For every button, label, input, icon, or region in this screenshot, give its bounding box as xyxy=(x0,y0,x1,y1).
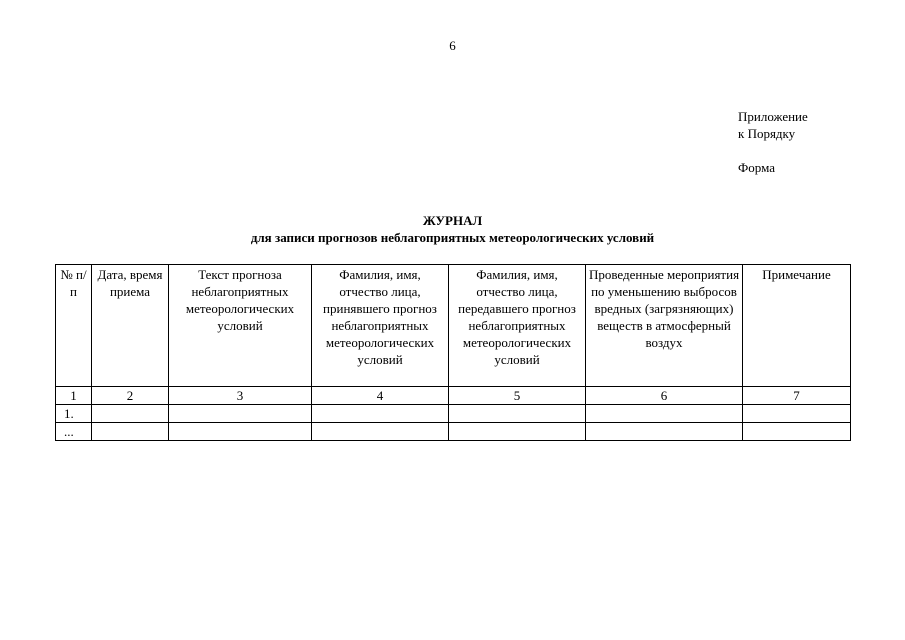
table-cell xyxy=(312,405,449,423)
appendix-line-2: к Порядку xyxy=(738,126,796,141)
appendix-reference xyxy=(738,108,808,142)
table-row xyxy=(56,423,851,441)
table-cell xyxy=(312,423,449,441)
numbering-cell: 7 xyxy=(743,387,851,405)
table-cell xyxy=(92,405,169,423)
table-cell: 1. xyxy=(56,405,92,423)
table-cell xyxy=(449,405,586,423)
header-cell-received-by: Фамилия, имя, отчество лица, принявшего прогноз неблагоприятных метеорологических условий xyxy=(312,265,449,387)
header-cell-date: Дата, время приема xyxy=(92,265,169,387)
header-row xyxy=(56,265,851,387)
header-cell-forecast-text: Текст прогноза неблагоприятных метеорологических условий xyxy=(169,265,312,387)
numbering-cell: 3 xyxy=(169,387,312,405)
appendix-line-1: Приложение xyxy=(738,109,808,124)
header-cell-note: Примечание xyxy=(743,265,851,387)
table-cell: ... xyxy=(56,423,92,441)
numbering-cell: 6 xyxy=(586,387,743,405)
header-cell-measures: Проведенные мероприятия по уменьшению выбросов вредных (загрязняющих) веществ в атмосферный воздух xyxy=(586,265,743,387)
header-cell-number: № п/п xyxy=(56,265,92,387)
numbering-cell: 4 xyxy=(312,387,449,405)
numbering-cell: 2 xyxy=(92,387,169,405)
numbering-cell: 1 xyxy=(56,387,92,405)
table-cell xyxy=(92,423,169,441)
table-cell xyxy=(169,405,312,423)
journal-table xyxy=(55,264,851,441)
form-label: Форма xyxy=(738,160,775,175)
page-number: 6 xyxy=(449,38,456,53)
table-cell xyxy=(586,423,743,441)
table-cell xyxy=(169,423,312,441)
title-main: ЖУРНАЛ xyxy=(422,213,483,228)
document-title xyxy=(0,212,905,246)
numbering-cell: 5 xyxy=(449,387,586,405)
table-row xyxy=(56,405,851,423)
table-cell xyxy=(586,405,743,423)
table-cell xyxy=(449,423,586,441)
title-subtitle: для записи прогнозов неблагоприятных метеорологических условий xyxy=(250,230,655,245)
table-cell xyxy=(743,423,851,441)
numbering-row xyxy=(56,387,851,405)
header-cell-transmitted-by: Фамилия, имя, отчество лица, передавшего прогноз неблагоприятных метеорологических условий xyxy=(449,265,586,387)
table-cell xyxy=(743,405,851,423)
